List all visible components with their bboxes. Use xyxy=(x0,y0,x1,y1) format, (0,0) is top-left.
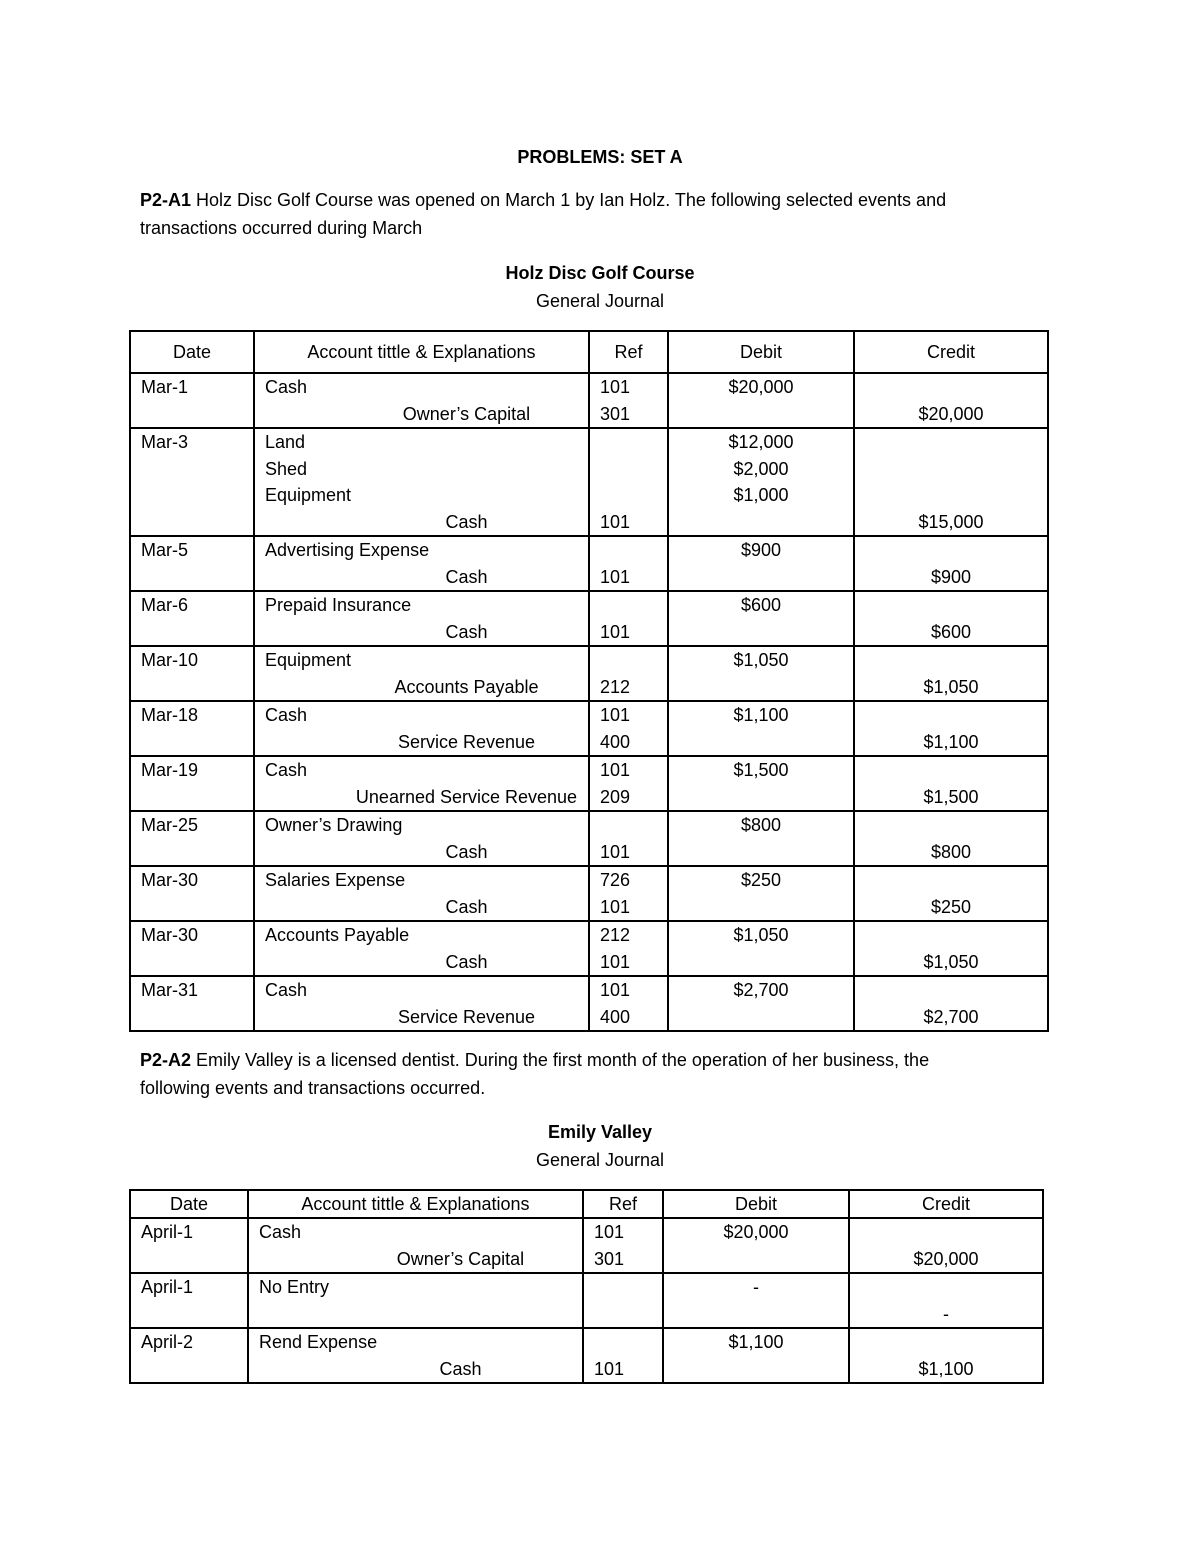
entry-date: Mar-19 xyxy=(141,760,199,780)
entry-account: Cash xyxy=(265,760,308,780)
journal-entry-row xyxy=(130,866,1048,921)
cell-date xyxy=(130,1273,248,1328)
entry-ref: 101 xyxy=(600,896,631,917)
entry-debit: $1,050 xyxy=(733,925,789,945)
header-debit: Debit xyxy=(663,1190,849,1218)
entry-debit xyxy=(674,1301,838,1328)
cell-credit xyxy=(854,591,1048,646)
entry-credit: $900 xyxy=(930,566,972,587)
entry-account: Prepaid Insurance xyxy=(265,595,412,615)
entry-account: Cash xyxy=(445,841,488,862)
entry-ref: 101 xyxy=(600,841,631,862)
cell-credit xyxy=(849,1328,1043,1383)
entry-account: Cash xyxy=(265,980,308,1000)
entry-account: Cash xyxy=(445,951,488,972)
entry-debit xyxy=(674,1246,838,1273)
entry-account: No Entry xyxy=(259,1277,330,1297)
journal-entry-row xyxy=(130,428,1048,536)
entry-credit xyxy=(865,922,1037,949)
entry-ref: 101 xyxy=(600,951,631,972)
cell-credit xyxy=(849,1273,1043,1328)
entry-credit xyxy=(860,1219,1032,1246)
entry-date: April-2 xyxy=(141,1332,194,1352)
cell-date xyxy=(130,921,254,976)
entry-account: Equipment xyxy=(265,485,352,505)
entry-credit: $1,050 xyxy=(923,676,979,697)
page-title: PROBLEMS: SET A xyxy=(517,147,683,167)
entry-debit xyxy=(679,894,843,921)
cell-account xyxy=(254,536,589,591)
entry-ref: 101 xyxy=(600,621,631,642)
cell-debit xyxy=(663,1218,849,1273)
entry-debit: $1,000 xyxy=(733,485,789,505)
journal-a2-table xyxy=(129,1189,1044,1384)
entry-account: Cash xyxy=(259,1222,302,1242)
entry-account: Advertising Expense xyxy=(265,540,430,560)
entry-debit: $1,500 xyxy=(733,760,789,780)
journal-entry-row xyxy=(130,1218,1043,1273)
cell-account xyxy=(254,756,589,811)
entry-ref: 400 xyxy=(600,731,631,752)
entry-credit xyxy=(865,429,1037,456)
journal-entry-row xyxy=(130,1273,1043,1328)
cell-credit xyxy=(854,866,1048,921)
cell-debit xyxy=(668,866,854,921)
journal-entry-row xyxy=(130,536,1048,591)
cell-ref xyxy=(583,1218,663,1273)
journal-a2-body xyxy=(130,1218,1043,1383)
header-debit: Debit xyxy=(668,331,854,373)
entry-ref: 301 xyxy=(600,403,631,424)
entry-credit xyxy=(860,1274,1032,1301)
entry-debit xyxy=(679,401,843,428)
problem-a1-text xyxy=(140,186,1040,242)
entry-ref: 212 xyxy=(600,925,631,945)
entry-ref: 400 xyxy=(600,1006,631,1027)
entry-date: April-1 xyxy=(141,1277,194,1297)
entry-debit xyxy=(679,729,843,756)
entry-date: Mar-6 xyxy=(141,595,189,615)
entry-debit xyxy=(679,839,843,866)
entry-credit xyxy=(865,702,1037,729)
entry-ref xyxy=(600,537,657,564)
entry-debit xyxy=(679,674,843,701)
entry-credit xyxy=(865,647,1037,674)
entry-credit: $600 xyxy=(930,621,972,642)
journal-entry-row xyxy=(130,976,1048,1031)
entry-account: Cash xyxy=(439,1358,482,1379)
entry-date: Mar-25 xyxy=(141,815,199,835)
entry-ref: 101 xyxy=(600,566,631,587)
header-ref: Ref xyxy=(589,331,668,373)
cell-ref xyxy=(589,428,668,536)
entry-credit xyxy=(865,592,1037,619)
entry-debit: $2,000 xyxy=(733,458,789,479)
journal-entry-row xyxy=(130,373,1048,428)
entry-date: April-1 xyxy=(141,1222,194,1242)
problem-a1-label: P2-A1 xyxy=(140,190,192,210)
header-credit: Credit xyxy=(849,1190,1043,1218)
cell-account xyxy=(254,646,589,701)
entry-ref: 212 xyxy=(600,676,631,697)
cell-credit xyxy=(854,536,1048,591)
problem-a2-text xyxy=(140,1046,1040,1102)
entry-debit: $1,100 xyxy=(728,1332,784,1352)
entry-credit xyxy=(865,867,1037,894)
entry-account: Equipment xyxy=(265,650,352,670)
entry-ref xyxy=(600,456,657,483)
entry-credit: - xyxy=(943,1303,949,1324)
cell-ref xyxy=(583,1328,663,1383)
entry-account: Owner’s Capital xyxy=(396,1248,525,1269)
entry-debit xyxy=(679,949,843,976)
cell-ref xyxy=(589,701,668,756)
entry-credit xyxy=(865,757,1037,784)
entry-date: Mar-3 xyxy=(141,432,189,452)
cell-ref xyxy=(589,921,668,976)
entry-ref xyxy=(600,812,657,839)
entry-ref xyxy=(600,647,657,674)
cell-date xyxy=(130,536,254,591)
entry-credit: $15,000 xyxy=(918,511,984,532)
cell-ref xyxy=(583,1273,663,1328)
entry-account: Cash xyxy=(265,377,308,397)
journal-a2-heading xyxy=(0,1118,1200,1174)
entry-account: Accounts Payable xyxy=(265,925,410,945)
cell-account xyxy=(254,921,589,976)
problem-a1-line2: transactions occurred during March xyxy=(140,218,423,238)
cell-date xyxy=(130,811,254,866)
journal-a1-header-row xyxy=(130,331,1048,373)
cell-ref xyxy=(589,591,668,646)
cell-debit xyxy=(668,428,854,536)
entry-account: Service Revenue xyxy=(397,731,536,752)
entry-account: Cash xyxy=(445,896,488,917)
entry-debit: $20,000 xyxy=(723,1222,789,1242)
entry-debit: $12,000 xyxy=(728,432,794,452)
entry-date: Mar-18 xyxy=(141,705,199,725)
entry-date: Mar-10 xyxy=(141,650,199,670)
cell-account xyxy=(254,591,589,646)
cell-ref xyxy=(589,756,668,811)
cell-debit xyxy=(668,811,854,866)
cell-ref xyxy=(589,976,668,1031)
cell-account xyxy=(254,428,589,536)
cell-account xyxy=(248,1273,583,1328)
entry-account: Cash xyxy=(265,705,308,725)
cell-credit xyxy=(854,428,1048,536)
journal-entry-row xyxy=(130,646,1048,701)
cell-debit xyxy=(663,1273,849,1328)
cell-credit xyxy=(854,701,1048,756)
entry-account: Rend Expense xyxy=(259,1332,378,1352)
entry-credit: $1,100 xyxy=(918,1358,974,1379)
entry-debit: $20,000 xyxy=(728,377,794,397)
entry-credit: $20,000 xyxy=(913,1248,979,1269)
entry-ref xyxy=(600,429,657,456)
journal-a2-subtitle: General Journal xyxy=(535,1150,665,1170)
entry-credit xyxy=(865,374,1037,401)
cell-ref xyxy=(589,536,668,591)
cell-account xyxy=(254,976,589,1031)
entry-ref: 101 xyxy=(600,980,631,1000)
entry-debit: $2,700 xyxy=(733,980,789,1000)
cell-debit xyxy=(668,646,854,701)
cell-debit xyxy=(668,976,854,1031)
entry-credit xyxy=(865,456,1037,483)
entry-debit: $800 xyxy=(740,815,782,835)
entry-ref: 101 xyxy=(594,1222,625,1242)
entry-credit xyxy=(865,482,1037,509)
entry-credit: $250 xyxy=(930,896,972,917)
cell-account xyxy=(248,1218,583,1273)
entry-account xyxy=(259,1301,572,1328)
entry-credit: $1,050 xyxy=(923,951,979,972)
entry-credit xyxy=(865,812,1037,839)
entry-ref xyxy=(600,482,657,509)
entry-account: Salaries Expense xyxy=(265,870,406,890)
entry-date: Mar-5 xyxy=(141,540,189,560)
entry-ref xyxy=(594,1301,652,1328)
cell-account xyxy=(254,373,589,428)
cell-account xyxy=(254,866,589,921)
header-account: Account tittle & Explanations xyxy=(248,1190,583,1218)
entry-credit: $20,000 xyxy=(918,403,984,424)
problem-a2-line2: following events and transactions occurred. xyxy=(140,1078,486,1098)
entry-account: Cash xyxy=(445,621,488,642)
journal-entry-row xyxy=(130,591,1048,646)
header-ref: Ref xyxy=(583,1190,663,1218)
cell-date xyxy=(130,373,254,428)
cell-debit xyxy=(668,536,854,591)
cell-account xyxy=(254,811,589,866)
journal-entry-row xyxy=(130,1328,1043,1383)
journal-a1-subtitle: General Journal xyxy=(535,291,665,311)
journal-entry-row xyxy=(130,921,1048,976)
entry-account: Accounts Payable xyxy=(394,676,539,697)
journal-a1-table xyxy=(129,330,1049,1032)
entry-account: Owner’s Capital xyxy=(402,403,531,424)
problem-a2-line1: Emily Valley is a licensed dentist. During the first month of the operation of her business, the xyxy=(191,1050,930,1070)
header-account: Account tittle & Explanations xyxy=(254,331,589,373)
journal-a1-company: Holz Disc Golf Course xyxy=(505,263,695,283)
problem-a1-line1: Holz Disc Golf Course was opened on March 1 by Ian Holz. The following selected events and xyxy=(191,190,947,210)
cell-date xyxy=(130,428,254,536)
entry-ref: 726 xyxy=(600,870,631,890)
entry-ref: 209 xyxy=(600,786,631,807)
cell-date xyxy=(130,866,254,921)
cell-ref xyxy=(589,646,668,701)
cell-date xyxy=(130,701,254,756)
entry-credit xyxy=(865,977,1037,1004)
entry-account: Cash xyxy=(445,566,488,587)
cell-date xyxy=(130,646,254,701)
cell-debit xyxy=(668,373,854,428)
entry-account: Cash xyxy=(445,511,488,532)
entry-debit: $900 xyxy=(740,540,782,560)
cell-credit xyxy=(849,1218,1043,1273)
entry-debit: $1,050 xyxy=(733,650,789,670)
cell-credit xyxy=(854,756,1048,811)
entry-date: Mar-1 xyxy=(141,377,189,397)
entry-ref: 101 xyxy=(600,377,631,397)
cell-debit xyxy=(668,921,854,976)
entry-account: Owner’s Drawing xyxy=(265,815,403,835)
cell-ref xyxy=(589,373,668,428)
cell-date xyxy=(130,1328,248,1383)
entry-debit xyxy=(679,784,843,811)
entry-ref: 101 xyxy=(600,511,631,532)
problem-a2-label: P2-A2 xyxy=(140,1050,192,1070)
header-date: Date xyxy=(130,1190,248,1218)
entry-credit: $800 xyxy=(930,841,972,862)
entry-debit xyxy=(674,1356,838,1383)
entry-debit: $600 xyxy=(740,595,782,615)
entry-debit xyxy=(679,509,843,536)
cell-debit xyxy=(668,701,854,756)
entry-credit xyxy=(860,1329,1032,1356)
cell-ref xyxy=(589,811,668,866)
entry-date: Mar-30 xyxy=(141,870,199,890)
entry-account: Land xyxy=(265,432,306,452)
cell-account xyxy=(248,1328,583,1383)
entry-credit xyxy=(865,537,1037,564)
journal-entry-row xyxy=(130,811,1048,866)
entry-account: Unearned Service Revenue xyxy=(355,786,578,807)
cell-credit xyxy=(854,921,1048,976)
entry-credit: $2,700 xyxy=(923,1006,979,1027)
entry-ref xyxy=(594,1329,652,1356)
entry-account: Shed xyxy=(265,458,308,479)
entry-account: Service Revenue xyxy=(397,1006,536,1027)
cell-credit xyxy=(854,646,1048,701)
journal-a1-body xyxy=(130,373,1048,1031)
entry-date: Mar-31 xyxy=(141,980,199,1000)
cell-credit xyxy=(854,811,1048,866)
cell-date xyxy=(130,1218,248,1273)
cell-ref xyxy=(589,866,668,921)
entry-ref: 101 xyxy=(594,1358,625,1379)
cell-date xyxy=(130,976,254,1031)
header-credit: Credit xyxy=(854,331,1048,373)
entry-ref: 301 xyxy=(594,1248,625,1269)
entry-ref xyxy=(594,1274,652,1301)
cell-debit xyxy=(668,756,854,811)
entry-ref: 101 xyxy=(600,760,631,780)
entry-debit xyxy=(679,1004,843,1031)
entry-debit: - xyxy=(753,1277,759,1297)
cell-debit xyxy=(668,591,854,646)
journal-entry-row xyxy=(130,756,1048,811)
cell-account xyxy=(254,701,589,756)
cell-debit xyxy=(663,1328,849,1383)
journal-a2-company: Emily Valley xyxy=(547,1122,653,1142)
entry-debit xyxy=(679,619,843,646)
journal-entry-row xyxy=(130,701,1048,756)
entry-credit: $1,500 xyxy=(923,786,979,807)
cell-credit xyxy=(854,976,1048,1031)
journal-a1-heading xyxy=(0,259,1200,315)
journal-a2-header-row xyxy=(130,1190,1043,1218)
entry-debit: $1,100 xyxy=(733,705,789,725)
entry-debit: $250 xyxy=(740,870,782,890)
entry-debit xyxy=(679,564,843,591)
entry-ref: 101 xyxy=(600,705,631,725)
entry-ref xyxy=(600,592,657,619)
cell-credit xyxy=(854,373,1048,428)
header-date: Date xyxy=(130,331,254,373)
cell-date xyxy=(130,591,254,646)
entry-credit: $1,100 xyxy=(923,731,979,752)
entry-date: Mar-30 xyxy=(141,925,199,945)
cell-date xyxy=(130,756,254,811)
